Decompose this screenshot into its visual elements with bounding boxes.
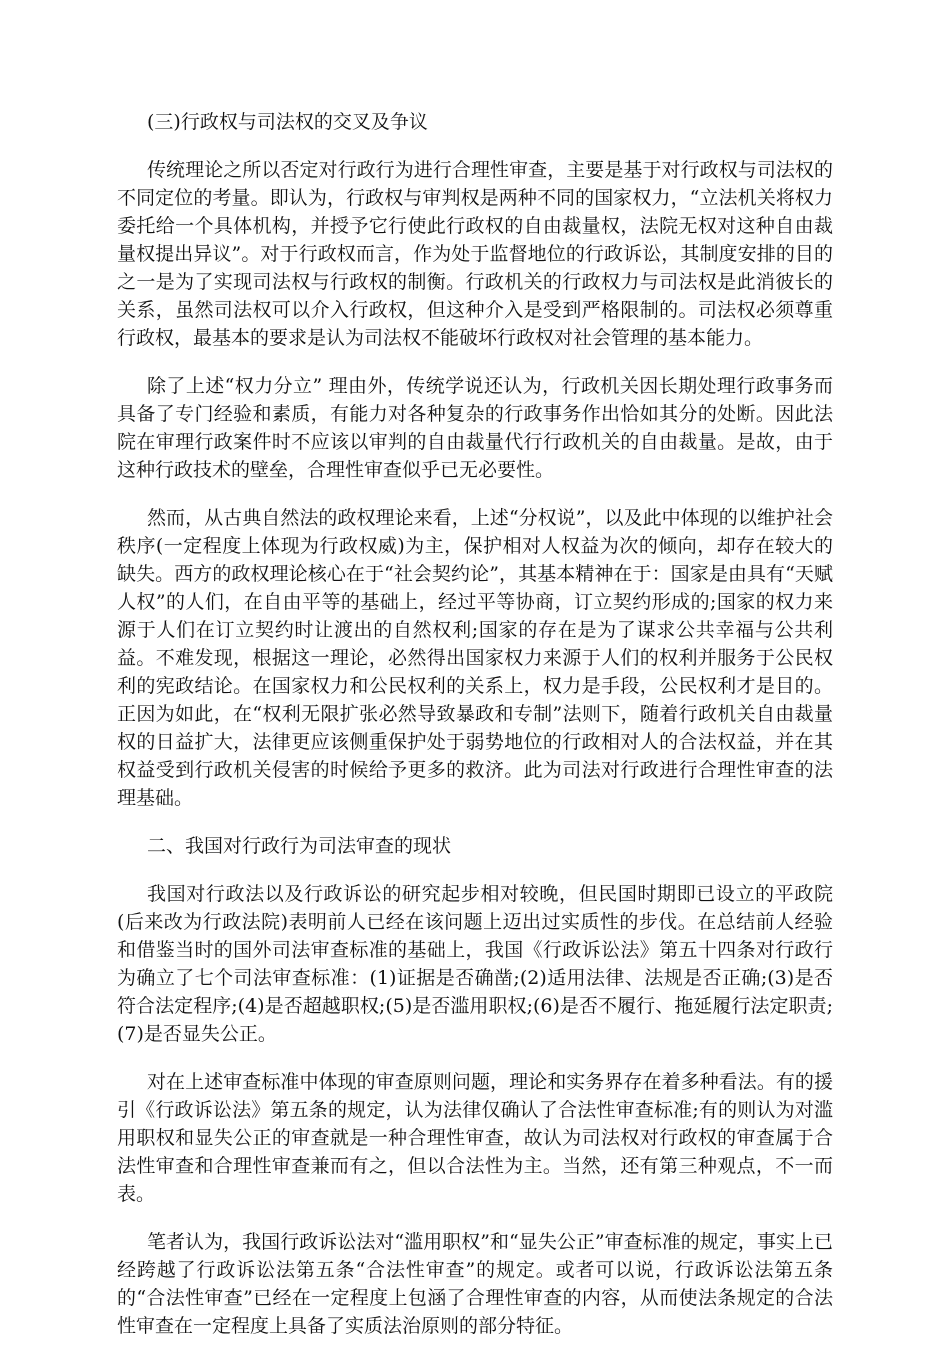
- section-heading-admin-judicial-overlap: (三)行政权与司法权的交叉及争议: [147, 111, 428, 133]
- paragraph-review-standards: 我国对行政法以及行政诉讼的研究起步相对较晚，但民国时期即已设立的平政院(后来改为行政法院)表明前人已经在该问题上迈出过实质性的步伐。在总结前人经验和借鉴当时的国外司法审查标准的基础上，我国《行政诉讼法》第五十四条对行政行为确立了七个司法审查标准：(1)证据是否确凿;(2)适用法律、法规是否正确;(3)是否符合法定程序;(4)是否超越职权;(5)是否滥用职权;(6)是否不履行、拖延履行法定职责;(7)是否显失公正。: [117, 883, 833, 1045]
- paragraph-separation-of-powers: 除了上述“权力分立” 理由外，传统学说还认为，行政机关因长期处理行政事务而具备了专门经验和素质，有能力对各种复杂的行政事务作出恰如其分的处断。因此法院在审理行政案件时不应该以审判的自由裁量代行行政机关的自由裁量。是故，由于这种行政技术的壁垒，合理性审查似乎已无必要性。: [117, 375, 833, 481]
- paragraph-author-view: 笔者认为，我国行政诉讼法对“滥用职权”和“显失公正”审查标准的规定，事实上已经跨越了行政诉讼法第五条“合法性审查”的规定。或者可以说，行政诉讼法第五条的“合法性审查”已经在一定程度上包涵了合理性审查的内容，从而使法条规定的合法性审查在一定程度上具备了实质法治原则的部分特征。: [117, 1231, 833, 1337]
- paragraph-natural-law: 然而，从古典自然法的政权理论来看，上述“分权说”，以及此中体现的以维护社会秩序(一定程度上体现为行政权威)为主，保护相对人权益为次的倾向，却存在较大的缺失。西方的政权理论核心在于“社会契约论”，其基本精神在于：国家是由具有“天赋人权”的人们，在自由平等的基础上，经过平等协商，订立契约形成的;国家的权力来源于人们在订立契约时让渡出的自然权利;国家的存在是为了谋求公共幸福与公共利益。不难发现，根据这一理论，必然得出国家权力来源于人们的权利并服务于公民权利的宪政结论。在国家权力和公民权利的关系上，权力是手段，公民权利才是目的。正因为如此，在“权利无限扩张必然导致暴政和专制”法则下，随着行政机关自由裁量权的日益扩大，法律更应该侧重保护处于弱势地位的行政相对人的合法权益，并在其权益受到行政机关侵害的时候给予更多的救济。此为司法对行政进行合理性审查的法理基础。: [117, 507, 833, 809]
- section-heading-review-status: 二、我国对行政行为司法审查的现状: [147, 835, 452, 857]
- paragraph-traditional-theory: 传统理论之所以否定对行政行为进行合理性审查，主要是基于对行政权与司法权的不同定位的考量。即认为，行政权与审判权是两种不同的国家权力，“立法机关将权力委托给一个具体机构，并授予它行使此行政权的自由裁量权，法院无权对这种自由裁量权提出异议”。对于行政权而言，作为处于监督地位的行政诉讼，其制度安排的目的之一是为了实现司法权与行政权的制衡。行政机关的行政权力与司法权是此消彼长的关系，虽然司法权可以介入行政权，但这种介入是受到严格限制的。司法权必须尊重行政权，最基本的要求是认为司法权不能破坏行政权对社会管理的基本能力。: [117, 159, 833, 349]
- paragraph-review-principles: 对在上述审查标准中体现的审查原则问题，理论和实务界存在着多种看法。有的援引《行政诉讼法》第五条的规定，认为法律仅确认了合法性审查标准;有的则认为对滥用职权和显失公正的审查就是一种合理性审查，故认为司法权对行政权的审查属于合法性审查和合理性审查兼而有之，但以合法性为主。当然，还有第三种观点，不一而表。: [117, 1071, 833, 1205]
- document-body: [117, 108, 833, 1360]
